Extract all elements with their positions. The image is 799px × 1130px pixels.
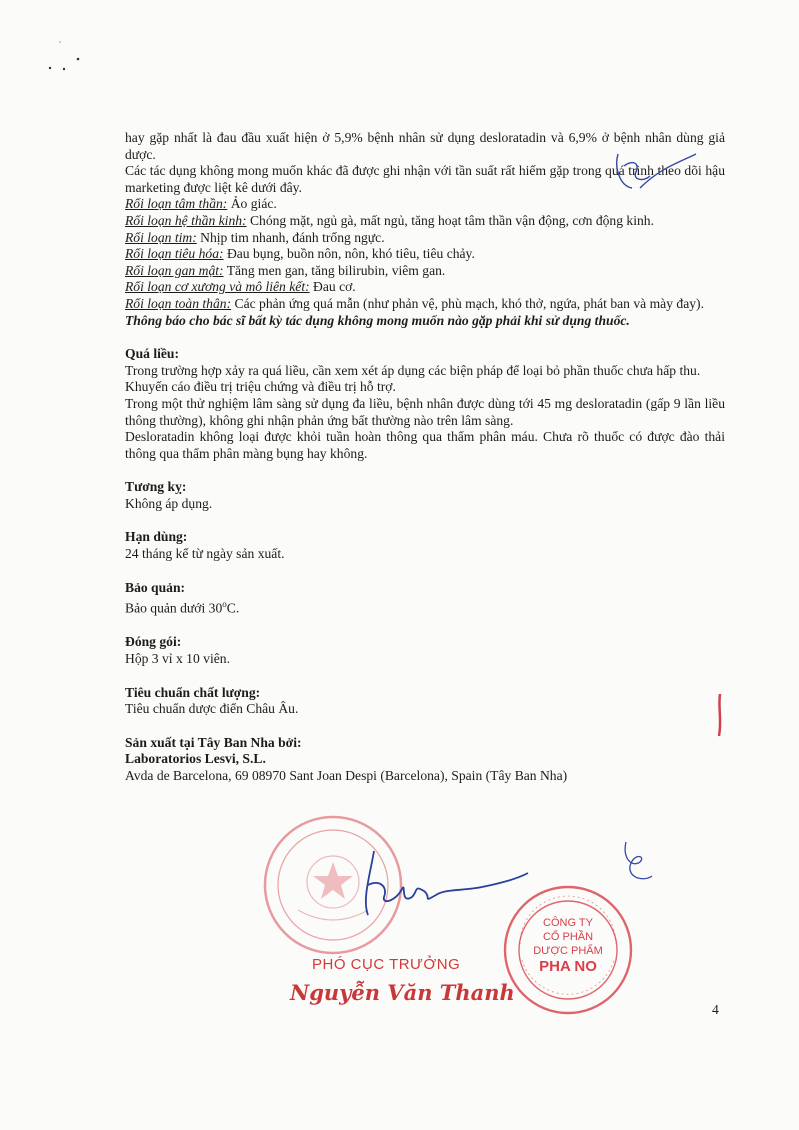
se-item-gi bbox=[125, 246, 725, 263]
document-body bbox=[125, 130, 725, 785]
company-stamp-line2: CỔ PHẦN bbox=[542, 931, 594, 943]
signatory-title: PHÓ CỤC TRƯỞNG bbox=[312, 956, 461, 973]
shelf-heading: Hạn dùng: bbox=[125, 529, 188, 545]
se-text: Đau cơ. bbox=[309, 279, 356, 295]
se-label: Rối loạn hệ thần kinh: bbox=[125, 212, 247, 228]
page-number: 4 bbox=[712, 1002, 719, 1017]
red-margin-mark bbox=[714, 690, 726, 745]
storage-text bbox=[125, 596, 725, 617]
overdose-p1: Trong trường hợp xảy ra quá liều, cần xem xét áp dụng các biện pháp để loại bỏ phần thuốc chưa hấp thu. bbox=[125, 362, 701, 378]
side-effects-line2: Các tác dụng không mong muốn khác đã được ghi nhận với tần suất rất hiếm gặp trong quá trình theo dõi hậu marketing được liệt kê dưới đây. bbox=[125, 163, 725, 195]
company-stamp bbox=[498, 880, 638, 1025]
initials-mark bbox=[610, 148, 700, 198]
se-item-muscle bbox=[125, 279, 725, 296]
side-effects-notice: Thông báo cho bác sĩ bất kỳ tác dụng không mong muốn nào gặp phải khi sử dụng thuốc. bbox=[125, 312, 630, 328]
company-stamp-line3: DƯỢC PHẨM bbox=[533, 945, 603, 957]
manufacturer-name: Laboratorios Lesvi, S.L. bbox=[125, 751, 266, 767]
overdose-p3: Trong một thử nghiệm lâm sàng sử dụng đa liều, bệnh nhân được dùng tới 45 mg desloratadin (gấp 9 lần liều thông thường), không ghi nhận phản ứng bất thường nào trên lâm sàng. bbox=[125, 395, 725, 428]
se-item-heart bbox=[125, 230, 725, 247]
se-label: Rối loạn tim: bbox=[125, 229, 197, 245]
incompat-heading: Tương kỵ: bbox=[125, 479, 187, 495]
storage-heading: Bảo quản: bbox=[125, 579, 186, 595]
side-effects-line1: hay gặp nhất là đau đầu xuất hiện ở 5,9% bệnh nhân sử dụng desloratadin và 6,9% ở bệnh nhân dùng giả dược. bbox=[125, 130, 725, 162]
red-stroke bbox=[714, 690, 726, 740]
packing-text: Hộp 3 vỉ x 10 viên. bbox=[125, 650, 230, 666]
se-text: Ảo giác. bbox=[227, 196, 277, 212]
degree-sup: o bbox=[222, 599, 227, 610]
se-text: Các phản ứng quá mẫn (như phản vệ, phù mạch, khó thở, ngứa, phát ban và mày đay). bbox=[231, 295, 704, 311]
se-item-general bbox=[125, 296, 725, 313]
signatory-name: Nguyễn Văn Thanh bbox=[290, 980, 515, 1005]
se-label: Rối loạn cơ xương và mô liên kết: bbox=[125, 279, 310, 295]
se-text: Đau bụng, buồn nôn, nôn, khó tiêu, tiêu chảy. bbox=[223, 246, 475, 262]
storage-text-pre: Bảo quản dưới 30 bbox=[125, 600, 223, 616]
overdose-heading: Quá liều: bbox=[125, 346, 180, 362]
se-text: Chóng mặt, ngủ gà, mất ngủ, tăng hoạt tâm thần vận động, cơn động kinh. bbox=[246, 212, 654, 228]
shelf-text: 24 tháng kể từ ngày sản xuất. bbox=[125, 546, 285, 562]
incompat-text: Không áp dụng. bbox=[125, 495, 213, 511]
storage-text-post: C. bbox=[226, 600, 240, 616]
quality-text: Tiêu chuẩn dược điển Châu Âu. bbox=[125, 701, 299, 717]
se-label: Rối loạn tâm thần: bbox=[125, 196, 228, 212]
company-stamp-line1: CÔNG TY bbox=[543, 917, 593, 929]
se-text: Nhịp tim nhanh, đánh trống ngực. bbox=[196, 229, 385, 245]
se-text: Tăng men gan, tăng bilirubin, viêm gan. bbox=[223, 262, 446, 278]
se-label: Rối loạn gan mật: bbox=[125, 262, 224, 278]
overdose-p2: Khuyến cáo điều trị triệu chứng và điều trị hỗ trợ. bbox=[125, 379, 396, 395]
quality-heading: Tiêu chuẩn chất lượng: bbox=[125, 684, 261, 700]
se-item-liver bbox=[125, 263, 725, 280]
se-label: Rối loạn toàn thân: bbox=[125, 295, 232, 311]
manufacturer-address: Avda de Barcelona, 69 08970 Sant Joan Despi (Barcelona), Spain (Tây Ban Nha) bbox=[125, 767, 568, 783]
handwritten-initials-top bbox=[610, 148, 700, 203]
manufacturer-heading: Sản xuất tại Tây Ban Nha bởi: bbox=[125, 734, 302, 750]
scan-specks bbox=[40, 40, 100, 85]
overdose-p4: Desloratadin không loại được khỏi tuần hoàn thông qua thẩm phân máu. Chưa rõ thuốc có được đào thải thông qua thẩm phân màng bụng hay không. bbox=[125, 429, 725, 461]
speck-marks bbox=[40, 40, 100, 80]
packing-heading: Đóng gói: bbox=[125, 634, 182, 650]
se-label: Rối loạn tiêu hóa: bbox=[125, 246, 224, 262]
se-item-nervous bbox=[125, 213, 725, 230]
company-stamp-line4: PHA NO bbox=[539, 958, 597, 975]
